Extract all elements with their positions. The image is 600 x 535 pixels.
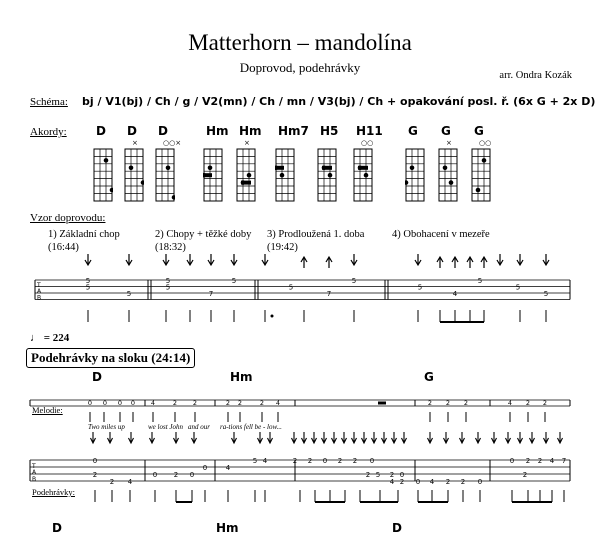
svg-text:4: 4 — [389, 478, 395, 486]
svg-text:T: T — [37, 282, 41, 289]
chord-grid-9 — [438, 148, 458, 204]
svg-text:5: 5 — [165, 277, 171, 285]
svg-text:2: 2 — [389, 471, 395, 479]
lower-chord-hm: Hm — [216, 521, 239, 535]
chord-open-marks-2: ○○× — [163, 139, 182, 147]
svg-text:2: 2 — [109, 478, 115, 486]
verse-chord-hm: Hm — [230, 370, 253, 384]
chord-name-6: H5 — [320, 124, 339, 138]
svg-text:0: 0 — [369, 457, 375, 465]
podehravky-label: Podehrávky: — [32, 487, 75, 497]
patterns-label: Vzor doprovodu: — [30, 212, 106, 224]
pattern-4-title: 4) Obohacení v mezeře — [392, 229, 490, 240]
svg-text:2: 2 — [525, 457, 531, 465]
svg-text:2: 2 — [463, 399, 469, 407]
svg-text:5: 5 — [231, 277, 237, 285]
svg-text:B: B — [32, 476, 37, 483]
svg-text:4: 4 — [275, 399, 281, 407]
svg-text:5: 5 — [351, 277, 357, 285]
svg-text:2: 2 — [445, 478, 451, 486]
svg-text:2: 2 — [259, 399, 265, 407]
svg-text:0: 0 — [152, 471, 158, 479]
chord-grid-3 — [203, 148, 223, 204]
subtitle: Doprovod, podehrávky — [239, 60, 361, 75]
chord-grid-0 — [93, 148, 113, 204]
pattern-3-time: (19:42) — [267, 242, 298, 253]
svg-text:4: 4 — [549, 457, 555, 465]
svg-text:2: 2 — [225, 399, 231, 407]
lyric-1: Two miles up — [88, 423, 125, 431]
chord-grid-8 — [405, 148, 425, 204]
svg-text:5: 5 — [126, 290, 132, 298]
svg-text:0: 0 — [117, 399, 123, 407]
svg-text:2: 2 — [522, 471, 528, 479]
svg-text:4: 4 — [127, 478, 133, 486]
chord-open-marks-7: ○○ — [361, 139, 374, 147]
svg-text:B: B — [37, 294, 42, 302]
chord-name-7: H11 — [356, 124, 383, 138]
chord-grid-2 — [155, 148, 175, 204]
svg-text:0: 0 — [509, 457, 515, 465]
chord-open-marks-1: × — [132, 139, 138, 147]
chord-name-3: Hm — [206, 124, 229, 138]
pattern-2-time: (18:32) — [155, 242, 186, 253]
svg-text:0: 0 — [130, 399, 136, 407]
arranger: arr. Ondra Kozák — [499, 70, 572, 81]
chord-name-1: D — [127, 124, 137, 138]
svg-text:2: 2 — [365, 471, 371, 479]
svg-text:5: 5 — [85, 277, 91, 285]
svg-text:4: 4 — [150, 399, 156, 407]
lyric-2: we lost John — [148, 423, 183, 431]
svg-text:0: 0 — [102, 399, 108, 407]
schema-label: Schéma: — [30, 96, 68, 108]
svg-text:7: 7 — [561, 457, 567, 465]
svg-text:2: 2 — [192, 399, 198, 407]
pattern-3-title: 3) Prodloužená 1. doba — [267, 229, 365, 240]
chord-name-2: D — [158, 124, 168, 138]
svg-text:0: 0 — [87, 399, 93, 407]
chord-grid-4 — [236, 148, 256, 204]
svg-text:5: 5 — [477, 277, 483, 285]
svg-text:2: 2 — [460, 478, 466, 486]
svg-text:2: 2 — [292, 457, 298, 465]
svg-text:0: 0 — [92, 457, 98, 465]
svg-text:4: 4 — [225, 464, 231, 472]
lyric-3: and our — [188, 423, 210, 431]
pattern-1-title: 1) Základní chop — [48, 229, 120, 240]
svg-text:A: A — [32, 469, 37, 476]
chords-label: Akordy: — [30, 126, 67, 138]
chord-name-9: G — [441, 124, 451, 138]
page-title: Matterhorn – mandolína — [188, 30, 412, 55]
svg-text:T: T — [32, 463, 36, 470]
chord-grid-1 — [124, 148, 144, 204]
svg-text:0: 0 — [202, 464, 208, 472]
svg-text:4: 4 — [262, 457, 268, 465]
svg-text:0: 0 — [415, 478, 421, 486]
chord-grid-7 — [353, 148, 373, 204]
svg-text:2: 2 — [525, 399, 531, 407]
verse-chord-g: G — [424, 370, 434, 384]
svg-text:0: 0 — [322, 457, 328, 465]
svg-text:2: 2 — [542, 399, 548, 407]
verse-section-title: Podehrávky na sloku (24:14) — [26, 348, 195, 368]
verse-chord-d: D — [92, 370, 102, 384]
svg-text:5: 5 — [85, 283, 91, 292]
chord-name-5: Hm7 — [278, 124, 309, 138]
chord-name-8: G — [408, 124, 418, 138]
svg-text:2: 2 — [352, 457, 358, 465]
lower-chord-d: D — [52, 521, 62, 535]
svg-text:0: 0 — [189, 471, 195, 479]
svg-text:4: 4 — [452, 290, 458, 298]
chord-grid-6 — [317, 148, 337, 204]
pattern-1-time: (16:44) — [48, 242, 79, 253]
lyric-4: ra-tions fell be - low... — [220, 423, 282, 431]
chord-name-4: Hm — [239, 124, 262, 138]
chord-grid-5 — [275, 148, 295, 204]
svg-text:2: 2 — [173, 471, 179, 479]
svg-text:7: 7 — [326, 290, 332, 298]
svg-text:5: 5 — [288, 283, 294, 292]
svg-text:2: 2 — [399, 478, 405, 486]
chord-open-marks-4: × — [244, 139, 250, 147]
lower-chord-d2: D — [392, 521, 402, 535]
chord-grid-10 — [471, 148, 491, 204]
svg-text:5: 5 — [252, 457, 258, 465]
schema-sequence: bj / V1(bj) / Ch / g / V2(mn) / Ch / mn / V3(bj) / Ch + opakování posl. ř. (6x G + 2x D) — [82, 95, 596, 108]
svg-text:5: 5 — [543, 290, 549, 298]
tempo-mark: ♩ = 224 — [30, 332, 70, 344]
chord-open-marks-10: ○○ — [479, 139, 492, 147]
svg-text:0: 0 — [477, 478, 483, 486]
svg-text:2: 2 — [337, 457, 343, 465]
svg-text:2: 2 — [237, 399, 243, 407]
svg-text:5: 5 — [417, 283, 423, 292]
svg-text:2: 2 — [307, 457, 313, 465]
svg-text:2: 2 — [537, 457, 543, 465]
melody-label: Melodie: — [32, 405, 63, 415]
chord-open-marks-9: × — [446, 139, 452, 147]
pattern-tab-staff — [0, 250, 600, 330]
svg-text:2: 2 — [445, 399, 451, 407]
chord-name-10: G — [474, 124, 484, 138]
verse-tab-staves — [0, 380, 600, 510]
svg-text:4: 4 — [429, 478, 435, 486]
svg-text:4: 4 — [507, 399, 513, 407]
svg-text:5: 5 — [165, 283, 171, 292]
svg-text:2: 2 — [427, 399, 433, 407]
svg-text:2: 2 — [92, 471, 98, 479]
svg-text:7: 7 — [208, 290, 214, 298]
svg-text:5: 5 — [375, 471, 381, 479]
svg-text:5: 5 — [515, 283, 521, 292]
chord-name-0: D — [96, 124, 106, 138]
pattern-2-title: 2) Chopy + těžké doby — [155, 229, 252, 240]
svg-text:A: A — [37, 288, 42, 295]
svg-text:0: 0 — [399, 471, 405, 479]
svg-text:2: 2 — [172, 399, 178, 407]
